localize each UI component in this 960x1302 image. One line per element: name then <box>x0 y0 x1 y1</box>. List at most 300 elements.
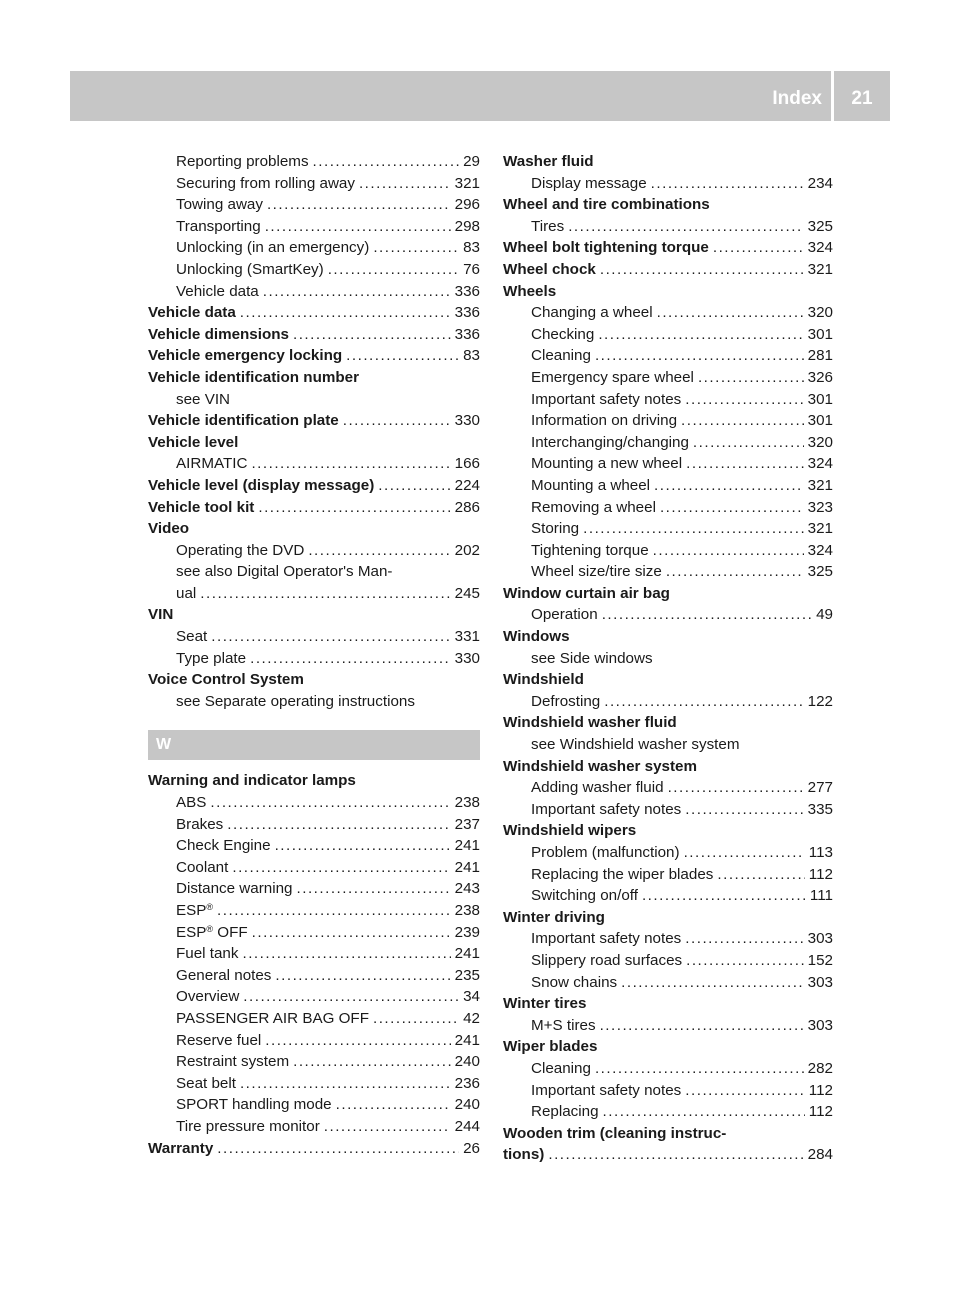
entry-page-number: 240 <box>454 1096 480 1114</box>
index-subentry <box>148 1073 480 1095</box>
entry-label: ual <box>176 584 197 602</box>
entry-page-number: 277 <box>807 779 833 797</box>
index-subentry <box>503 648 833 670</box>
entry-page-number: 241 <box>454 1031 480 1049</box>
entry-page-number: 325 <box>807 217 833 235</box>
leader-dots <box>232 857 450 879</box>
index-entry <box>148 302 480 324</box>
index-subentry <box>503 604 833 626</box>
index-subentry <box>148 878 480 900</box>
entry-label: PASSENGER AIR BAG OFF <box>176 1009 369 1027</box>
leader-dots <box>686 950 804 972</box>
entry-label: Vehicle identification plate <box>148 412 339 430</box>
entry-page-number: 244 <box>454 1117 480 1135</box>
leader-dots <box>598 324 803 346</box>
entry-page-number: 241 <box>454 858 480 876</box>
entry-page-number: 241 <box>454 837 480 855</box>
index-subentry <box>148 965 480 987</box>
index-entry <box>503 281 833 303</box>
index-entry <box>503 194 833 216</box>
leader-dots <box>240 1073 451 1095</box>
entry-label: Overview <box>176 988 240 1006</box>
entry-label: Interchanging/changing <box>531 433 689 451</box>
leader-dots <box>251 453 450 475</box>
entry-label: Windows <box>503 628 570 646</box>
entry-label: Distance warning <box>176 880 293 898</box>
entry-label: Towing away <box>176 196 263 214</box>
entry-page-number: 323 <box>807 498 833 516</box>
index-subentry <box>148 1008 480 1030</box>
index-subentry <box>503 734 833 756</box>
index-subentry <box>503 324 833 346</box>
leader-dots <box>217 900 451 922</box>
index-subentry <box>503 691 833 713</box>
leader-dots <box>600 259 804 281</box>
entry-page-number: 336 <box>454 325 480 343</box>
entry-label: Windshield washer system <box>503 757 697 775</box>
index-entry <box>503 626 833 648</box>
entry-label: Tightening torque <box>531 541 649 559</box>
index-subentry <box>148 691 480 713</box>
entry-label: Important safety notes <box>531 390 682 408</box>
leader-dots <box>328 259 459 281</box>
index-subentry <box>148 1051 480 1073</box>
leader-dots <box>685 1080 805 1102</box>
index-subentry <box>503 842 833 864</box>
leader-dots <box>698 367 804 389</box>
entry-label: see Separate operating instructions <box>176 692 415 710</box>
leader-dots <box>343 410 451 432</box>
leader-dots <box>293 1051 451 1073</box>
leader-dots <box>373 1008 459 1030</box>
entry-page-number: 324 <box>807 455 833 473</box>
entry-page-number: 245 <box>454 584 480 602</box>
leader-dots <box>250 648 451 670</box>
index-subentry <box>148 986 480 1008</box>
entry-page-number: 303 <box>807 973 833 991</box>
leader-dots <box>642 885 806 907</box>
index-entry <box>503 1123 833 1145</box>
entry-page-number: 321 <box>807 476 833 494</box>
leader-dots <box>685 928 803 950</box>
leader-dots <box>595 1058 804 1080</box>
index-subentry <box>148 281 480 303</box>
entry-label: Unlocking (SmartKey) <box>176 260 324 278</box>
index-subentry <box>148 792 480 814</box>
entry-label: Mounting a wheel <box>531 476 651 494</box>
index-subentry <box>503 518 833 540</box>
index-subentry <box>148 389 480 411</box>
page-header <box>70 71 890 121</box>
entry-label: Changing a wheel <box>531 304 653 322</box>
index-entry <box>503 669 833 691</box>
entry-page-number: 324 <box>807 239 833 257</box>
leader-dots <box>602 604 812 626</box>
index-subentry <box>148 561 480 583</box>
index-subentry <box>148 583 480 605</box>
entry-label: Wheel chock <box>503 260 596 278</box>
entry-label: see also Digital Operator's Man- <box>176 563 393 581</box>
leader-dots <box>359 173 451 195</box>
entry-label: Video <box>148 520 190 538</box>
leader-dots <box>346 345 459 367</box>
entry-label: Operating the DVD <box>176 541 305 559</box>
index-entry <box>503 1036 833 1058</box>
entry-label: Vehicle data <box>148 304 236 322</box>
leader-dots <box>265 1030 450 1052</box>
index-subentry <box>503 972 833 994</box>
entry-page-number: 326 <box>807 368 833 386</box>
index-subentry <box>503 410 833 432</box>
leader-dots <box>717 864 804 886</box>
index-entry <box>503 756 833 778</box>
index-subentry <box>148 1116 480 1138</box>
entry-label: Mounting a new wheel <box>531 455 683 473</box>
leader-dots <box>265 216 451 238</box>
entry-label: Problem (malfunction) <box>531 844 680 861</box>
entry-page-number: 336 <box>454 304 480 322</box>
entry-label: Display message <box>531 174 647 192</box>
entry-page-number: 112 <box>808 1081 833 1099</box>
entry-label: ESP® <box>176 902 214 919</box>
leader-dots <box>685 389 803 411</box>
leader-dots <box>275 835 451 857</box>
entry-page-number: 303 <box>807 1016 833 1034</box>
index-entry <box>503 1144 833 1166</box>
entry-label: Slippery road surfaces <box>531 951 683 969</box>
entry-label: Winter tires <box>503 995 587 1013</box>
entry-page-number: 76 <box>463 260 480 278</box>
index-subentry <box>503 777 833 799</box>
index-entry <box>148 604 480 626</box>
index-subentry <box>503 1101 833 1123</box>
entry-page-number: 83 <box>463 347 480 365</box>
index-entry <box>148 669 480 691</box>
index-subentry <box>503 216 833 238</box>
index-entry <box>148 770 480 792</box>
leader-dots <box>267 194 451 216</box>
entry-label: Wheel and tire combinations <box>503 196 710 214</box>
leader-dots <box>293 324 451 346</box>
entry-page-number: 26 <box>463 1139 480 1157</box>
entry-page-number: 296 <box>454 196 480 214</box>
entry-label: Coolant <box>176 858 229 876</box>
leader-dots <box>568 216 803 238</box>
entry-page-number: 111 <box>809 887 833 905</box>
index-subentry <box>148 151 480 173</box>
index-entry <box>148 410 480 432</box>
index-entry <box>148 518 480 540</box>
leader-dots <box>668 777 804 799</box>
leader-dots <box>595 345 804 367</box>
entry-page-number: 298 <box>454 217 480 235</box>
leader-dots <box>308 540 450 562</box>
entry-label: Emergency spare wheel <box>531 368 694 386</box>
entry-page-number: 331 <box>454 628 480 646</box>
leader-dots <box>227 814 450 836</box>
entry-label: Vehicle dimensions <box>148 325 289 343</box>
entry-page-number: 112 <box>808 865 833 883</box>
leader-dots <box>373 237 459 259</box>
index-subentry <box>503 540 833 562</box>
index-subentry <box>503 1058 833 1080</box>
index-subentry <box>503 928 833 950</box>
entry-page-number: 236 <box>454 1074 480 1092</box>
index-list-w <box>148 770 480 1159</box>
entry-label: Wheel bolt tightening torque <box>503 239 709 257</box>
entry-label: Cleaning <box>531 347 591 365</box>
entry-label: Removing a wheel <box>531 498 656 516</box>
entry-label: VIN <box>148 606 174 624</box>
section-letter-w: W <box>148 730 480 760</box>
index-list-w-continued <box>503 151 833 1166</box>
entry-page-number: 286 <box>454 498 480 516</box>
index-subentry <box>148 857 480 879</box>
index-entry <box>148 324 480 346</box>
leader-dots <box>200 583 450 605</box>
index-entry <box>503 583 833 605</box>
index-entry <box>503 259 833 281</box>
index-entry <box>503 993 833 1015</box>
leader-dots <box>657 302 804 324</box>
entry-page-number: 330 <box>454 649 480 667</box>
entry-label: Important safety notes <box>531 930 682 948</box>
entry-page-number: 238 <box>454 794 480 812</box>
entry-label: Wooden trim (cleaning instruc- <box>503 1124 727 1142</box>
entry-label: Warning and indicator lamps <box>148 772 356 790</box>
entry-label: Switching on/off <box>531 887 638 905</box>
index-subentry <box>503 173 833 195</box>
index-entry <box>148 497 480 519</box>
index-subentry <box>148 173 480 195</box>
index-column-left <box>148 151 480 1159</box>
entry-label: Cleaning <box>531 1059 591 1077</box>
index-entry <box>503 907 833 929</box>
entry-label: Reporting problems <box>176 153 309 170</box>
entry-page-number: 224 <box>454 476 480 494</box>
entry-label: Defrosting <box>531 692 601 710</box>
index-subentry <box>148 237 480 259</box>
index-subentry <box>148 540 480 562</box>
leader-dots <box>324 1116 451 1138</box>
index-entry <box>148 432 480 454</box>
leader-dots <box>654 475 804 497</box>
leader-dots <box>653 540 804 562</box>
leader-dots <box>583 518 804 540</box>
index-subentry <box>503 1080 833 1102</box>
entry-label: Vehicle identification number <box>148 368 359 386</box>
entry-page-number: 320 <box>807 304 833 322</box>
entry-label: Vehicle tool kit <box>148 498 255 516</box>
entry-label: Important safety notes <box>531 800 682 818</box>
entry-label: Vehicle data <box>176 282 259 300</box>
entry-label: Windshield wipers <box>503 822 637 840</box>
entry-label: Unlocking (in an emergency) <box>176 239 370 257</box>
entry-page-number: 321 <box>807 520 833 538</box>
entry-label: Operation <box>531 606 598 624</box>
index-subentry <box>503 367 833 389</box>
leader-dots <box>297 878 451 900</box>
index-subentry <box>148 648 480 670</box>
entry-label: Winter driving <box>503 908 605 926</box>
entry-page-number: 301 <box>807 412 833 430</box>
entry-page-number: 321 <box>807 260 833 278</box>
index-subentry <box>148 922 480 944</box>
index-subentry <box>503 864 833 886</box>
index-subentry <box>503 885 833 907</box>
entry-label: General notes <box>176 966 272 984</box>
entry-label: Reserve fuel <box>176 1031 262 1049</box>
entry-page-number: 202 <box>454 541 480 559</box>
leader-dots <box>604 691 803 713</box>
leader-dots <box>651 173 804 195</box>
entry-label: Replacing <box>531 1103 599 1121</box>
entry-label: Securing from rolling away <box>176 174 355 192</box>
entry-page-number: 241 <box>454 945 480 963</box>
entry-label: Windshield washer fluid <box>503 714 677 732</box>
entry-label: SPORT handling mode <box>176 1096 332 1114</box>
entry-page-number: 83 <box>463 239 480 257</box>
entry-page-number: 238 <box>454 902 480 919</box>
index-subentry <box>148 943 480 965</box>
leader-dots <box>548 1144 803 1166</box>
leader-dots <box>243 986 459 1008</box>
entry-label: Tire pressure monitor <box>176 1117 320 1135</box>
index-subentry <box>148 900 480 922</box>
index-column-right <box>503 151 833 1166</box>
index-list-v <box>148 151 480 712</box>
entry-page-number: 29 <box>463 153 480 170</box>
index-subentry <box>503 475 833 497</box>
index-subentry <box>503 302 833 324</box>
entry-label: AIRMATIC <box>176 455 248 473</box>
entry-label: Vehicle emergency locking <box>148 347 343 365</box>
entry-label: Check Engine <box>176 837 271 855</box>
entry-label: Brakes <box>176 815 224 833</box>
index-subentry <box>503 453 833 475</box>
leader-dots <box>336 1094 451 1116</box>
leader-dots <box>252 922 451 944</box>
leader-dots <box>378 475 450 497</box>
entry-label: Snow chains <box>531 973 618 991</box>
entry-page-number: 166 <box>454 455 480 473</box>
entry-page-number: 324 <box>807 541 833 559</box>
entry-page-number: 284 <box>807 1146 833 1164</box>
index-entry <box>148 367 480 389</box>
index-subentry <box>148 626 480 648</box>
index-entry <box>503 151 833 173</box>
leader-dots <box>713 237 804 259</box>
index-entry <box>503 820 833 842</box>
entry-label: Wheels <box>503 282 557 300</box>
entry-label: Vehicle level <box>148 433 239 451</box>
index-entry <box>503 712 833 734</box>
entry-label: Type plate <box>176 649 247 667</box>
entry-label: Wheel size/tire size <box>531 563 662 581</box>
page-number: 21 <box>851 88 873 109</box>
entry-label: M+S tires <box>531 1016 596 1034</box>
index-subentry <box>148 216 480 238</box>
entry-page-number: 335 <box>807 800 833 818</box>
entry-label: ESP® OFF <box>176 923 248 941</box>
entry-label: tions) <box>503 1146 545 1164</box>
entry-label: Seat <box>176 628 208 646</box>
entry-label: Wiper blades <box>503 1038 598 1056</box>
entry-label: Window curtain air bag <box>503 584 670 602</box>
leader-dots <box>217 1138 459 1160</box>
entry-page-number: 301 <box>807 390 833 408</box>
leader-dots <box>240 302 451 324</box>
entry-label: Windshield <box>503 671 584 689</box>
leader-dots <box>600 1015 804 1037</box>
entry-page-number: 112 <box>808 1103 833 1121</box>
entry-page-number: 34 <box>463 988 480 1006</box>
leader-dots <box>660 497 804 519</box>
entry-page-number: 234 <box>807 174 833 192</box>
index-subentry <box>503 345 833 367</box>
entry-page-number: 237 <box>454 815 480 833</box>
entry-label: Fuel tank <box>176 945 239 963</box>
entry-label: Vehicle level (display message) <box>148 476 375 494</box>
leader-dots <box>313 151 460 173</box>
entry-label: Tires <box>531 217 565 235</box>
entry-page-number: 301 <box>807 325 833 343</box>
index-entry <box>148 345 480 367</box>
entry-label: see VIN <box>176 390 231 408</box>
entry-page-number: 325 <box>807 563 833 581</box>
leader-dots <box>275 965 450 987</box>
entry-page-number: 303 <box>807 930 833 948</box>
leader-dots <box>258 497 450 519</box>
leader-dots <box>211 626 450 648</box>
index-subentry <box>503 1015 833 1037</box>
entry-page-number: 281 <box>807 347 833 365</box>
index-entry <box>148 1138 480 1160</box>
entry-page-number: 42 <box>463 1009 480 1027</box>
entry-label: Seat belt <box>176 1074 236 1092</box>
index-subentry <box>503 950 833 972</box>
index-subentry <box>148 835 480 857</box>
leader-dots <box>242 943 450 965</box>
leader-dots <box>693 432 804 454</box>
index-subentry <box>148 1094 480 1116</box>
entry-label: Important safety notes <box>531 1081 682 1099</box>
entry-page-number: 321 <box>454 174 480 192</box>
entry-page-number: 49 <box>816 606 833 624</box>
index-subentry <box>148 194 480 216</box>
entry-page-number: 320 <box>807 433 833 451</box>
index-subentry <box>503 561 833 583</box>
index-entry <box>148 475 480 497</box>
index-subentry <box>148 814 480 836</box>
entry-page-number: 239 <box>454 923 480 941</box>
leader-dots <box>666 561 804 583</box>
entry-label: Washer fluid <box>503 153 594 170</box>
entry-page-number: 336 <box>454 282 480 300</box>
index-subentry <box>503 432 833 454</box>
index-subentry <box>503 497 833 519</box>
leader-dots <box>603 1101 805 1123</box>
entry-label: Transporting <box>176 217 261 235</box>
leader-dots <box>621 972 804 994</box>
entry-label: Storing <box>531 520 580 538</box>
entry-label: Replacing the wiper blades <box>531 865 714 883</box>
entry-page-number: 330 <box>454 412 480 430</box>
index-entry <box>503 237 833 259</box>
entry-label: Adding washer fluid <box>531 779 664 797</box>
leader-dots <box>685 799 803 821</box>
entry-page-number: 240 <box>454 1053 480 1071</box>
